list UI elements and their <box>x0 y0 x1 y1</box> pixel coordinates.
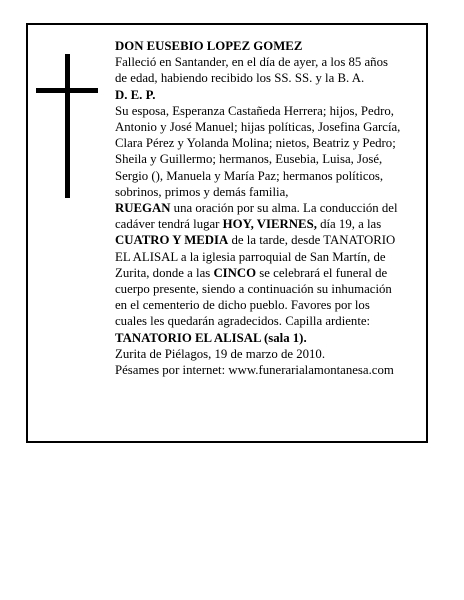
notice-body <box>115 38 420 378</box>
request-line-7: en el cementerio de dicho pueblo. Favores por los <box>115 298 370 313</box>
day-emphasis: HOY, VIERNES, <box>222 217 317 232</box>
cross-vertical-bar <box>65 54 70 198</box>
death-line-2: de edad, habiendo recibido los SS. SS. y la B. A. <box>115 71 365 86</box>
request-line-6: cuerpo presente, siendo a continuación su inhumación <box>115 282 392 297</box>
deceased-name: DON EUSEBIO LOPEZ GOMEZ <box>115 39 303 53</box>
request-text-2b: día 19, a las <box>316 217 382 232</box>
request-line-8: cuales les quedarán agradecidos. Capilla ardiente: <box>115 314 371 329</box>
dep-line: D. E. P. <box>115 87 156 102</box>
request-text-5a: Zurita, donde a las <box>115 265 214 280</box>
chapel-line: TANATORIO EL ALISAL (sala 1). <box>115 330 307 345</box>
place-date-line: Zurita de Piélagos, 19 de marzo de 2010. <box>115 346 326 361</box>
request-text-2a: cadáver tendrá lugar <box>115 217 223 232</box>
request-text-3: de la tarde, desde TANATORIO <box>228 233 396 248</box>
cinco-emphasis: CINCO <box>213 265 257 280</box>
request-line-5 <box>115 265 420 281</box>
cross-icon <box>36 54 98 198</box>
family-line-1: Su esposa, Esperanza Castañeda Herrera; hijos, Pedro, <box>115 103 394 118</box>
family-line-4: Sheila y Guillermo; hermanos, Eusebia, Luisa, José, <box>115 152 383 167</box>
family-line-2: Antonio y José Manuel; hijas políticas, Josefina García, <box>115 120 401 135</box>
request-line-3 <box>115 232 420 248</box>
family-line-3: Clara Pérez y Yolanda Molina; nietos, Beatriz y Pedro; <box>115 136 396 151</box>
family-line-6: sobrinos, primos y demás familia, <box>115 184 289 199</box>
condolences-line: Pésames por internet: www.funerarialamontanesa.com <box>115 363 394 378</box>
family-line-5: Sergio (), Manuela y María Paz; hermanos políticos, <box>115 168 384 183</box>
time-emphasis: CUATRO Y MEDIA <box>115 233 229 248</box>
request-line-4: EL ALISAL a la iglesia parroquial de San Martín, de <box>115 249 386 264</box>
request-text-1: una oración por su alma. La conducción del <box>170 201 398 216</box>
request-line-2 <box>115 216 420 232</box>
death-line-1: Falleció en Santander, en el día de ayer, a los 85 años <box>115 55 388 70</box>
request-text-5b: se celebrará el funeral de <box>256 265 388 280</box>
request-line-1 <box>115 200 420 216</box>
cross-horizontal-bar <box>36 88 98 93</box>
ruegan-word: RUEGAN <box>115 201 171 216</box>
